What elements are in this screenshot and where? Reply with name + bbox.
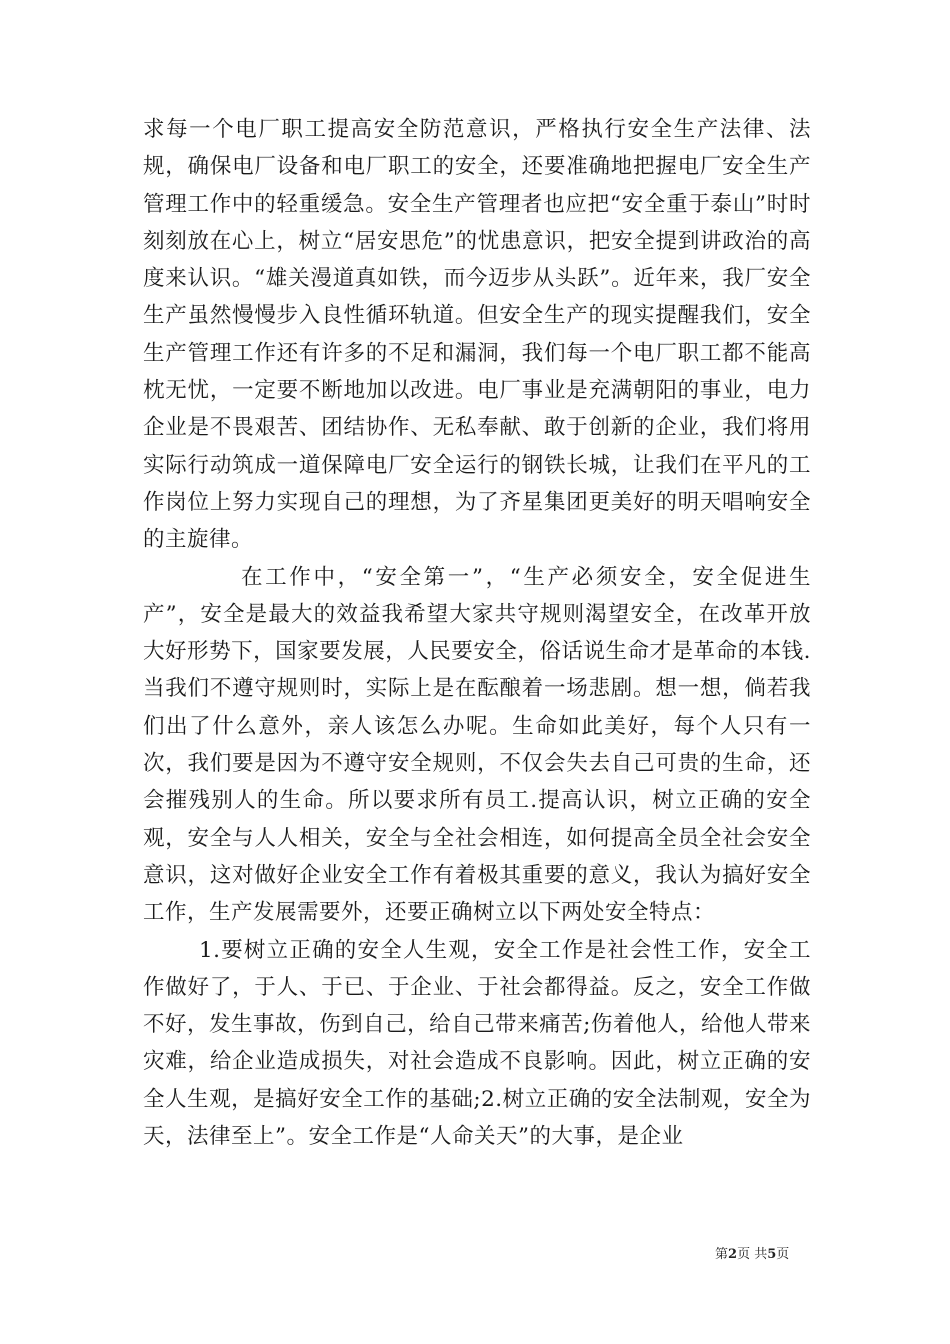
- document-body: [143, 111, 811, 1155]
- paragraph-safety-outlook: 1.要树立正确的安全人生观，安全工作是社会性工作，安全工作做好了，于人、于已、于企业、于社会都得益。反之，安全工作做不好，发生事故，伤到自己，给自己带来痛苦;伤着他人，给他人带来灾难，给企业造成损失，对社会造成不良影响。因此，树立正确的安全人生观，是搞好安全工作的基础;2.树立正确的安全法制观，安全为天，法律至上”。安全工作是“人命关天”的大事，是企业: [143, 937, 811, 1150]
- total-page-count: 5: [767, 1247, 777, 1262]
- current-page-number: 2: [728, 1247, 738, 1262]
- page-number-footer: [715, 1247, 789, 1263]
- paragraph-safety-first: 在工作中，“安全第一”，“生产必须安全，安全促进生产”，安全是最大的效益我希望大家共守规则渴望安全，在改革开放大好形势下，国家要发展，人民要安全，俗话说生命才是革命的本钱.当我们不遵守规则时，实际上是在酝酿着一场悲剧。想一想，倘若我们出了什么意外，亲人该怎么办呢。生命如此美好，每个人只有一次，我们要是因为不遵守安全规则，不仅会失去自己可贵的生命，还会摧残别人的生命。所以要求所有员工.提高认识，树立正确的安全观，安全与人人相关，安全与全社会相连，如何提高全员全社会安全意识，这对做好企业安全工作有着极其重要的意义，我认为搞好安全工作，生产发展需要外，还要正确树立以下两处安全特点：: [143, 564, 811, 926]
- footer-suffix: 页: [776, 1247, 790, 1262]
- footer-middle: 页 共: [737, 1247, 768, 1262]
- footer-prefix: 第: [715, 1247, 729, 1262]
- paragraph-safety-management: 求每一个电厂职工提高安全防范意识，严格执行安全生产法律、法规，确保电厂设备和电厂职工的安全，还要准确地把握电厂安全生产管理工作中的轻重缓急。安全生产管理者也应把“安全重于泰山”时时刻刻放在心上，树立“居安思危”的忧患意识，把安全提到讲政治的高度来认识。“雄关漫道真如铁，而今迈步从头跃”。近年来，我厂安全生产虽然慢慢步入良性循环轨道。但安全生产的现实提醒我们，安全生产管理工作还有许多的不足和漏洞，我们每一个电厂职工都不能高枕无忧，一定要不断地加以改进。电厂事业是充满朝阳的事业，电力企业是不畏艰苦、团结协作、无私奉献、敢于创新的企业，我们将用实际行动筑成一道保障电厂安全运行的钢铁长城，让我们在平凡的工作岗位上努力实现自己的理想，为了齐星集团更美好的明天唱响安全的主旋律。: [143, 117, 811, 553]
